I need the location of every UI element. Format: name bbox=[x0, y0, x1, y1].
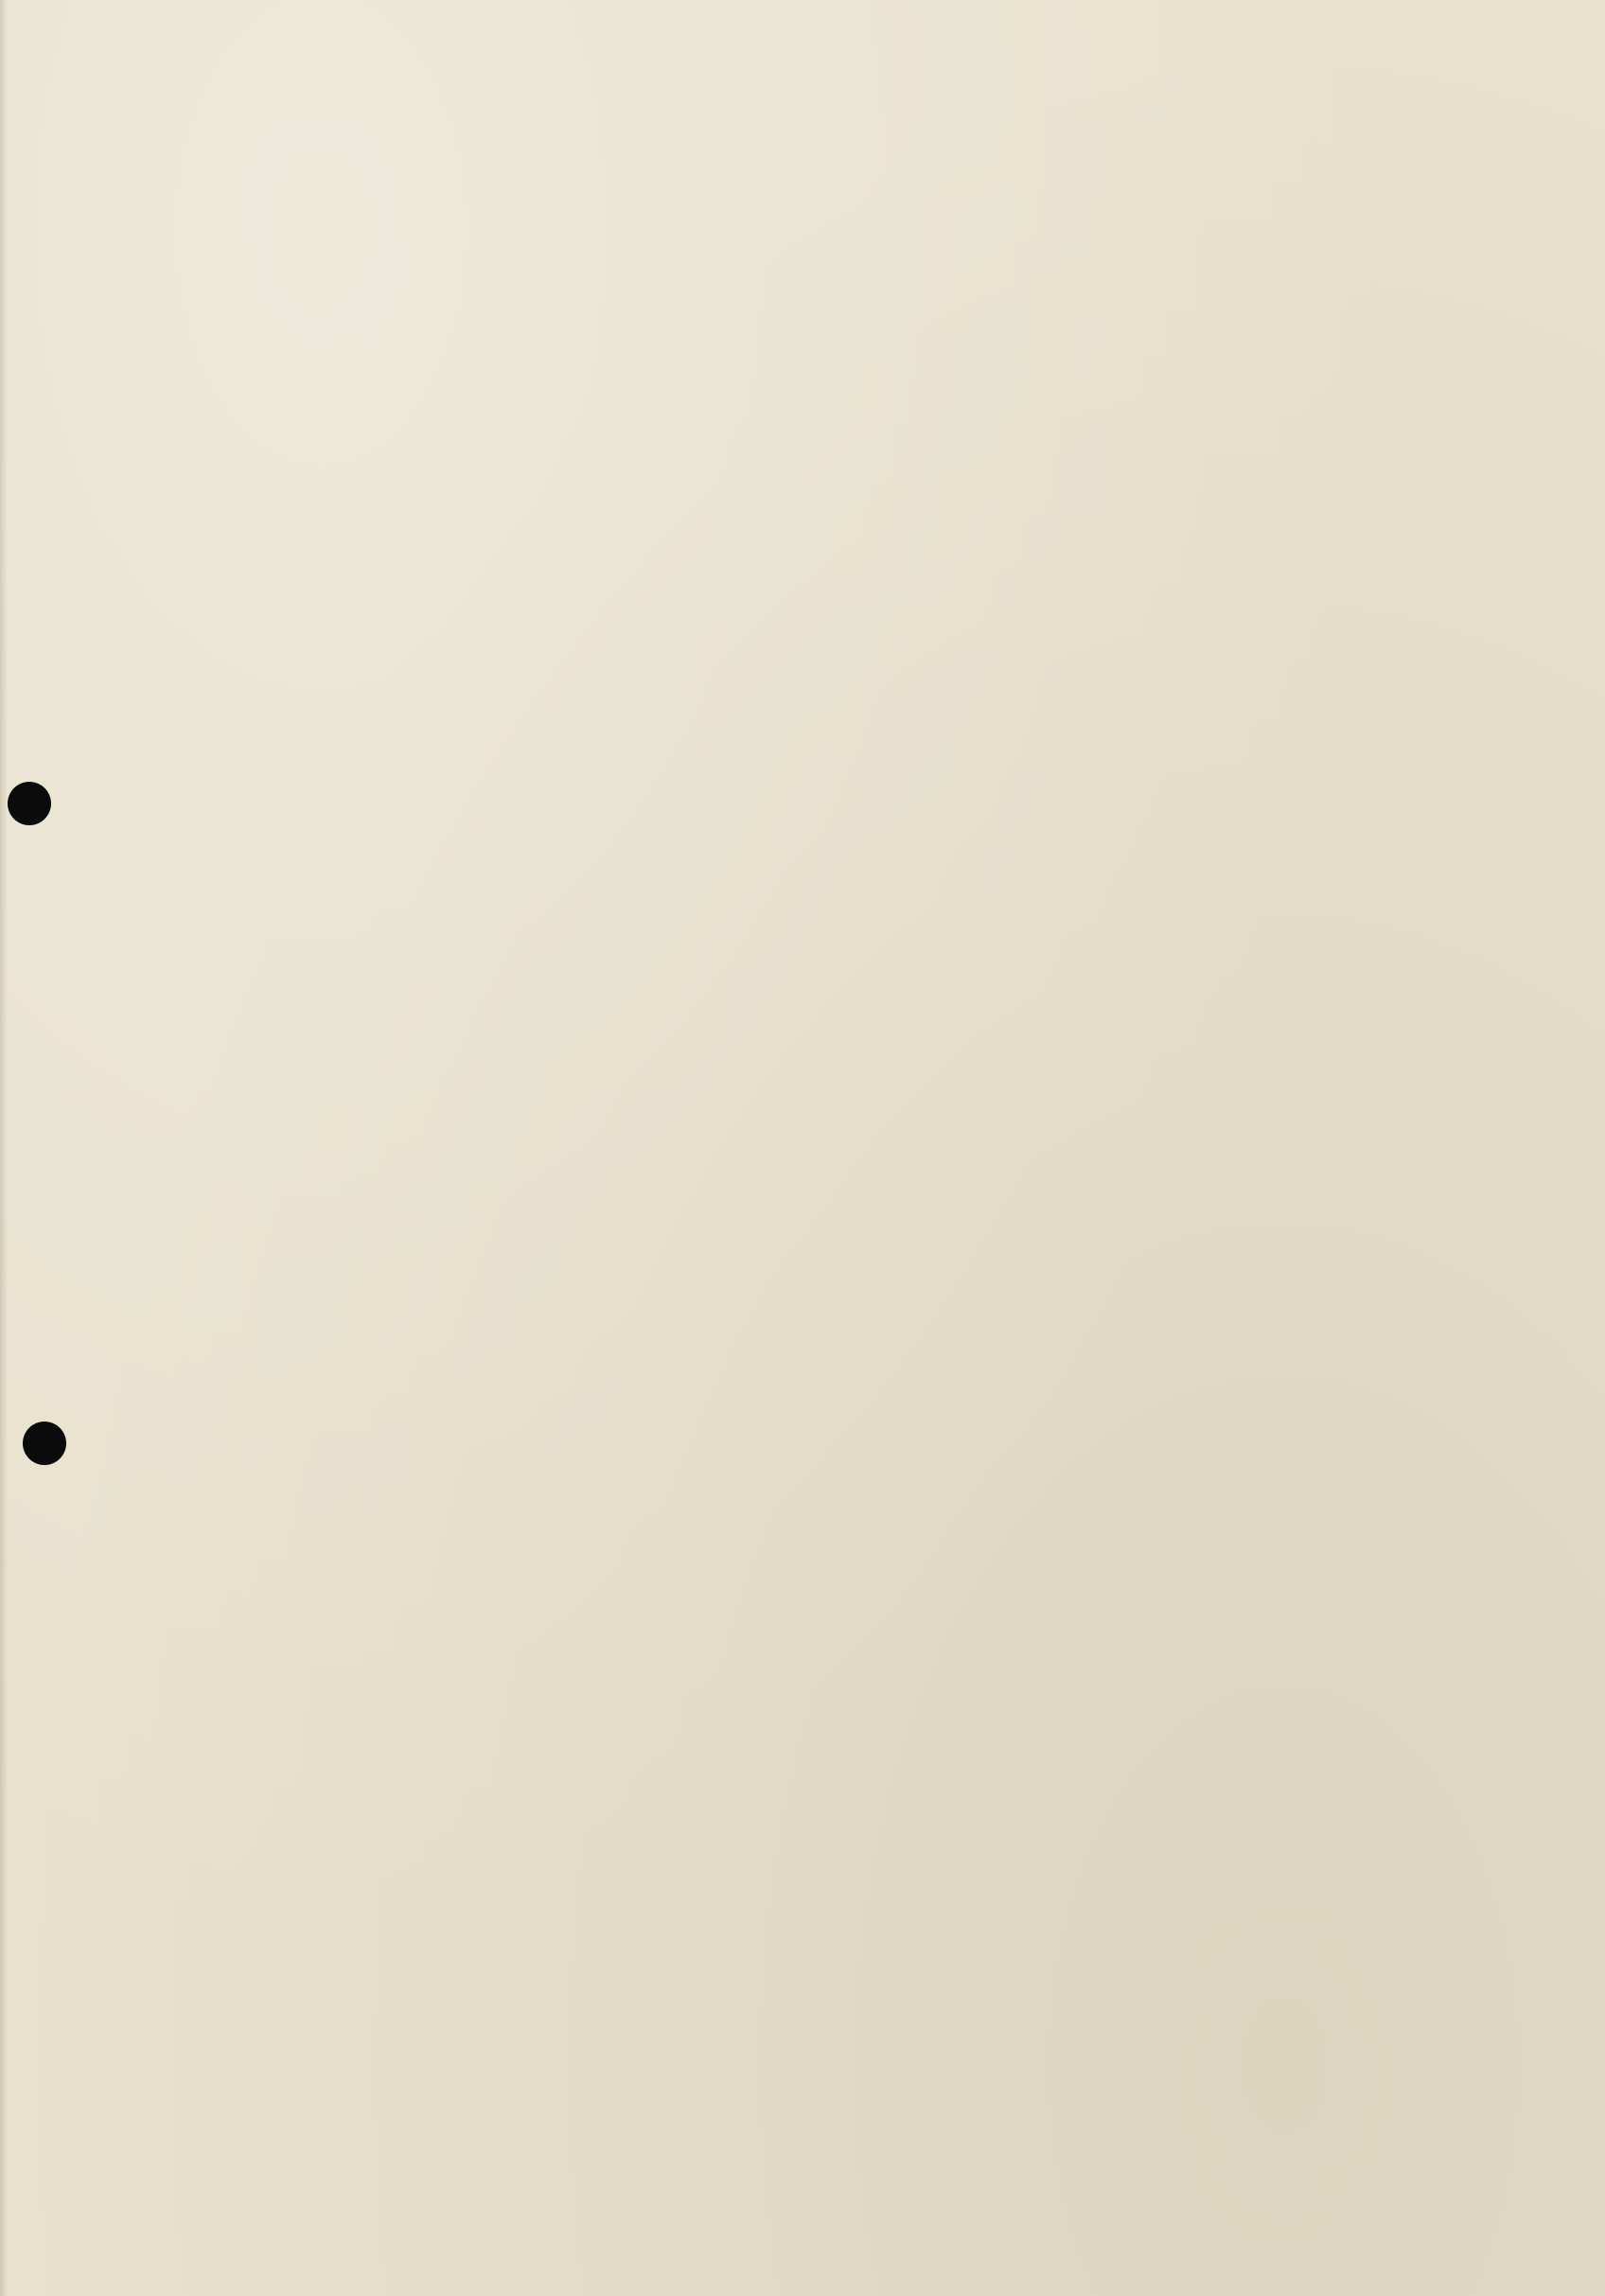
right-column bbox=[823, 180, 1543, 2277]
binder-hole-top bbox=[8, 782, 51, 825]
page-edge-shadow bbox=[0, 0, 8, 2296]
left-column bbox=[59, 180, 774, 2277]
